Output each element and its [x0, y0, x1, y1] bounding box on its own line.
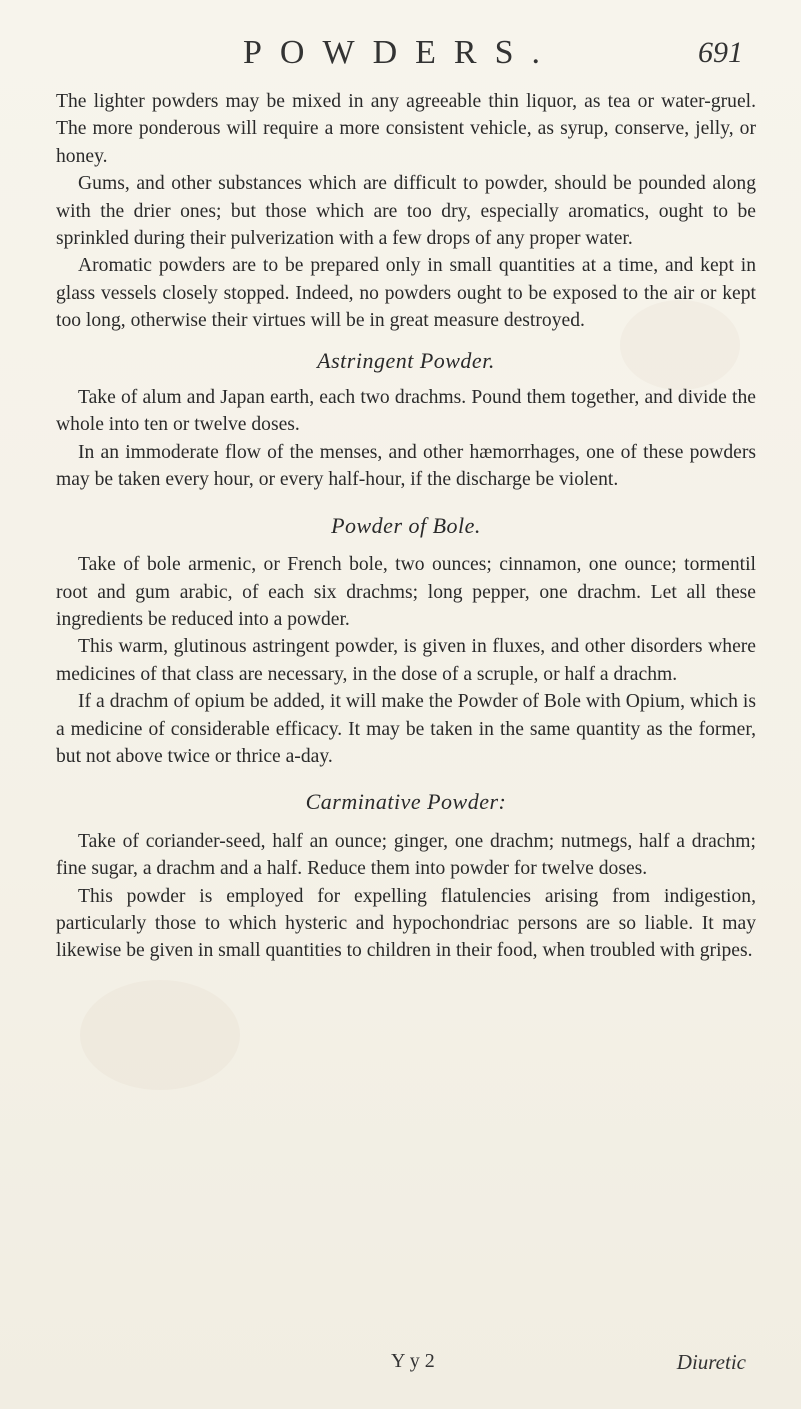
usage-paragraph: This powder is employed for expelling flatulencies arising from indigestion, particularly those to which hysteric and hypochondriac persons are so liable. It may likewise be given in small quantities to children in their food, when troubled with gripes.	[56, 885, 756, 962]
section-heading-bole: Powder of Bole.	[331, 512, 481, 538]
recipe-paragraph: Take of bole armenic, or French bole, two ounces; cinnamon, one ounce; tormentil root and gum arabic, of each six drachms; long pepper, one drachm. Let all these ingredients be reduced into a powder.	[56, 554, 756, 630]
section-heading-carminative: Carminative Powder:	[305, 789, 507, 815]
intro-paragraph: Gums, and other substances which are difficult to powder, should be pounded along with the drier ones; but those which are too dry, especially aromatics, ought to be sprinkled during their pulverization with a few drops of any proper water.	[56, 173, 756, 250]
page-header	[50, 34, 751, 78]
running-head: POWDERS.	[243, 34, 558, 71]
usage-paragraph: If a drachm of opium be added, it will make the Powder of Bole with Opium, which is a medicine of considerable efficacy. It may be taken in the same quantity as the former, but not above twice or thrice a-day.	[56, 691, 756, 767]
recipe-paragraph: Take of coriander-seed, half an ounce; ginger, one drachm; nutmegs, half a drachm; fine sugar, a drachm and a half. Reduce them into powder for twelve doses.	[56, 830, 756, 880]
page-footer	[56, 1350, 756, 1382]
intro-paragraph: Aromatic powders are to be prepared only in small quantities at a time, and kept in glass vessels closely stopped. Indeed, no powders ought to be exposed to the air or kept too long, otherwise their virtues will be in great measure destroyed.	[56, 255, 756, 332]
page-body	[56, 88, 756, 965]
catchword: Diuretic	[676, 1350, 746, 1374]
intro-paragraph: The lighter powders may be mixed in any agreeable thin liquor, as tea or water-gruel. The more ponderous will require a more consistent vehicle, as syrup, conserve, jelly, or honey.	[56, 91, 756, 167]
signature-mark: Y y 2	[391, 1350, 435, 1372]
paper-stain	[80, 980, 240, 1090]
usage-paragraph: This warm, glutinous astringent powder, is given in fluxes, and other disorders where medicines of that class are necessary, in the dose of a scruple, or half a drachm.	[56, 636, 756, 685]
recipe-paragraph: Take of alum and Japan earth, each two drachms. Pound them together, and divide the whole into ten or twelve doses.	[56, 387, 756, 436]
section-heading-astringent: Astringent Powder.	[317, 347, 495, 373]
page-number: 691	[698, 36, 743, 69]
usage-paragraph: In an immoderate flow of the menses, and other hæmorrhages, one of these powders may be taken every hour, or every half-hour, if the discharge be violent.	[56, 441, 756, 491]
